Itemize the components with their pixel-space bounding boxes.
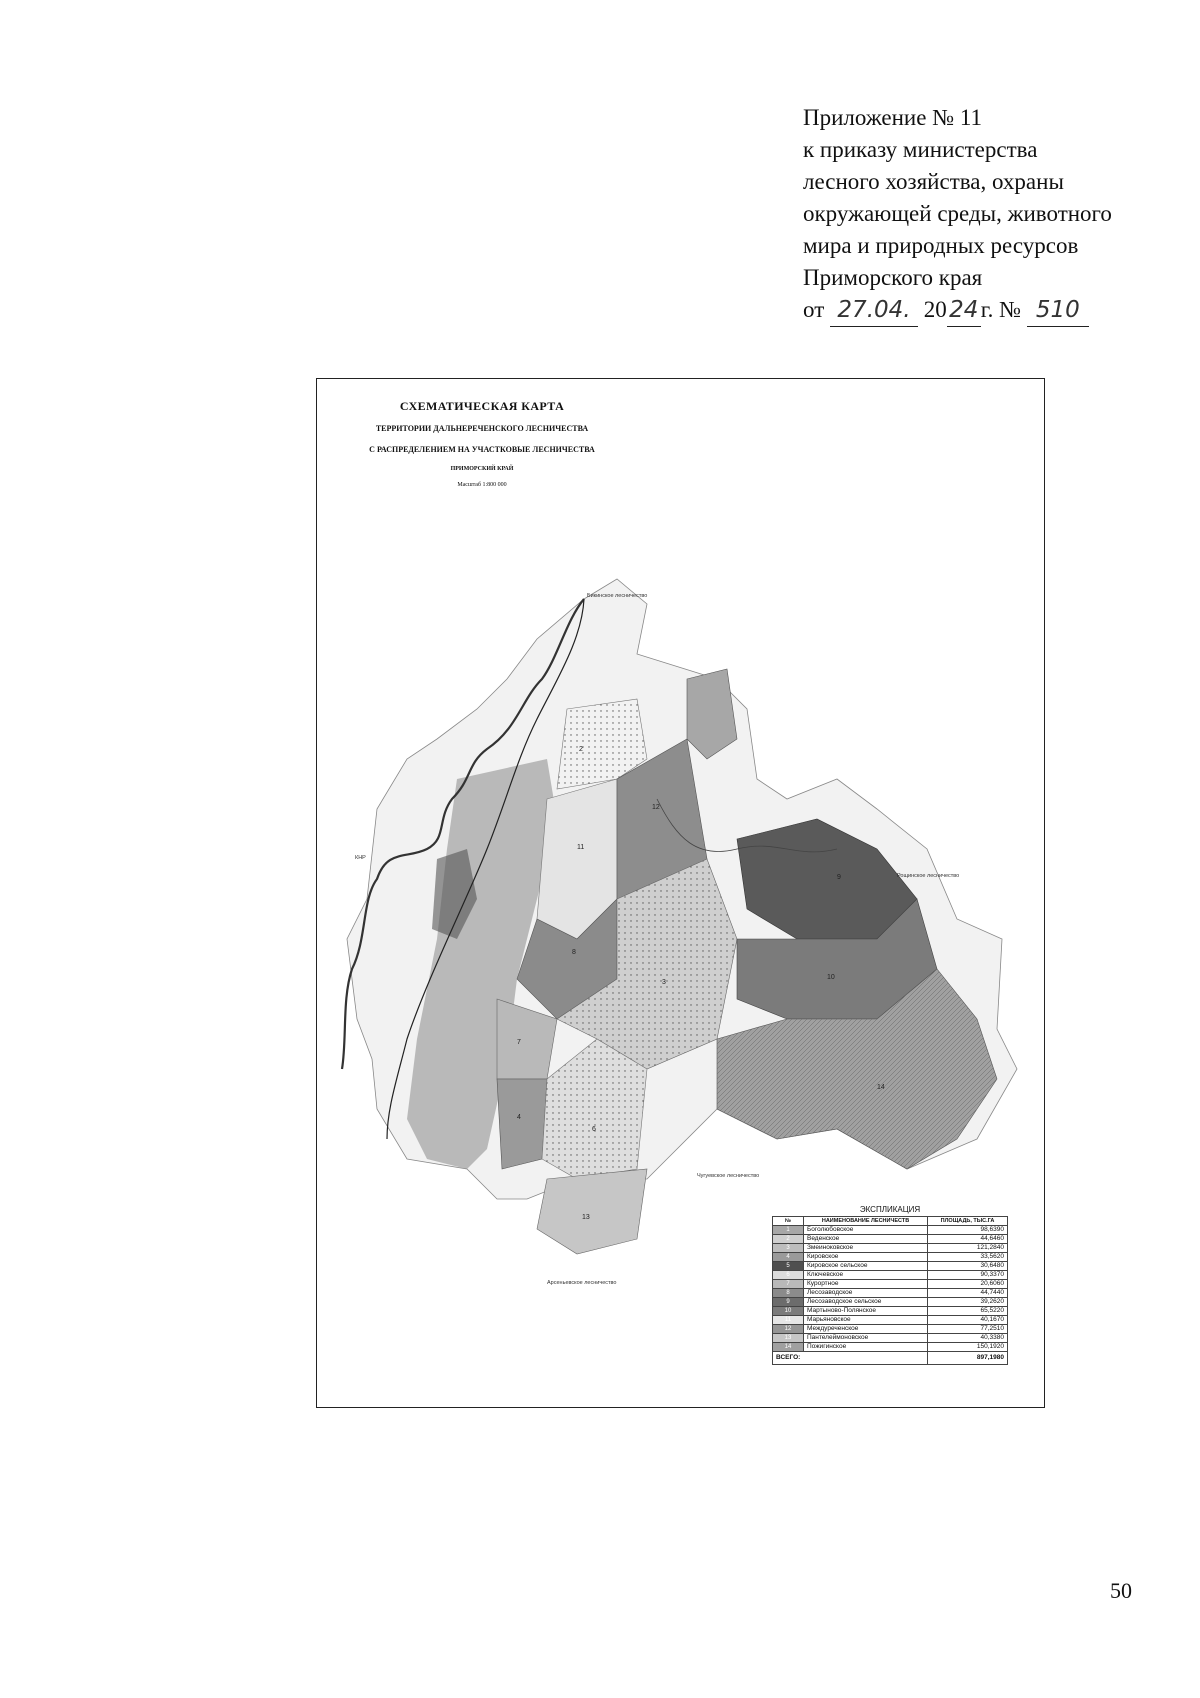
label-southwest: Арсеньевское лесничество: [547, 1280, 617, 1286]
label-china: КНР: [355, 855, 366, 861]
svg-text:6: 6: [592, 1126, 596, 1133]
legend-forestry-area: 39,2620: [928, 1298, 1008, 1307]
svg-text:11: 11: [577, 844, 585, 851]
svg-text:2: 2: [579, 746, 583, 753]
legend-swatch: 10: [773, 1307, 803, 1315]
legend-total-value: 897,1980: [928, 1352, 1008, 1365]
appendix-date-line: [803, 294, 1163, 327]
legend-swatch: 13: [773, 1334, 803, 1342]
legend-swatch: 7: [773, 1280, 803, 1288]
map-region: ПРИМОРСКИЙ КРАЙ: [450, 466, 514, 472]
map-subtitle: С РАСПРЕДЕЛЕНИЕМ НА УЧАСТКОВЫЕ ЛЕСНИЧЕСТВА: [369, 445, 595, 454]
legend-swatch: 9: [773, 1298, 803, 1306]
legend-swatch: 6: [773, 1271, 803, 1279]
legend-swatch: 3: [773, 1244, 803, 1252]
legend-swatch-cell: [773, 1280, 804, 1289]
legend-forestry-area: 44,6460: [928, 1235, 1008, 1244]
appendix-line: Приложение № 11: [803, 105, 983, 130]
legend-forestry-area: 65,5220: [928, 1307, 1008, 1316]
legend-swatch-cell: [773, 1316, 804, 1325]
legend-swatch-cell: [773, 1334, 804, 1343]
legend-swatch-cell: [773, 1244, 804, 1253]
appendix-line: к приказу министерства: [803, 137, 1038, 162]
legend-row: [773, 1262, 1008, 1271]
label-east: Рощинское лесничество: [897, 873, 960, 879]
legend-forestry-name: Кировское сельское: [804, 1262, 928, 1271]
legend-col-name: НАИМЕНОВАНИЕ ЛЕСНИЧЕСТВ: [804, 1217, 928, 1226]
legend-col-area: ПЛОЩАДЬ, ТЫС.ГА: [928, 1217, 1008, 1226]
svg-text:10: 10: [827, 974, 835, 981]
legend-swatch-cell: [773, 1253, 804, 1262]
legend-forestry-name: Пантелеймоновское: [804, 1334, 928, 1343]
legend-row: [773, 1280, 1008, 1289]
legend-swatch-cell: [773, 1325, 804, 1334]
legend-row: [773, 1244, 1008, 1253]
legend-row: [773, 1226, 1008, 1235]
handwritten-date: 27.04.: [830, 294, 918, 327]
label-south: Чугуевское лесничество: [697, 1173, 760, 1179]
legend-swatch-cell: [773, 1298, 804, 1307]
svg-text:7: 7: [517, 1039, 521, 1046]
legend-forestry-name: Лесозаводское: [804, 1289, 928, 1298]
legend-forestry-area: 77,2510: [928, 1325, 1008, 1334]
legend-swatch: 8: [773, 1289, 803, 1297]
legend-row: [773, 1307, 1008, 1316]
legend-swatch: 2: [773, 1235, 803, 1243]
legend-forestry-area: 150,1920: [928, 1343, 1008, 1352]
legend-header-row: [773, 1217, 1008, 1226]
legend-forestry-name: Кировское: [804, 1253, 928, 1262]
legend-forestry-name: Лесозаводское сельское: [804, 1298, 928, 1307]
legend-row: [773, 1316, 1008, 1325]
legend-swatch-cell: [773, 1226, 804, 1235]
legend-forestry-name: Марьяновское: [804, 1316, 928, 1325]
map-subtitle: ТЕРРИТОРИИ ДАЛЬНЕРЕЧЕНСКОГО ЛЕСНИЧЕСТВА: [375, 424, 589, 433]
appendix-block: [803, 102, 1163, 327]
legend-forestry-name: Ключевское: [804, 1271, 928, 1280]
legend-col-num: №: [773, 1217, 804, 1226]
legend-swatch-cell: [773, 1343, 804, 1352]
svg-text:3: 3: [662, 979, 666, 986]
zone-4: [497, 1079, 547, 1169]
map-scale: Масштаб 1:800 000: [457, 482, 507, 488]
legend-row: [773, 1325, 1008, 1334]
legend-swatch-cell: [773, 1262, 804, 1271]
legend-swatch: 14: [773, 1343, 803, 1351]
svg-text:13: 13: [582, 1214, 590, 1221]
legend-forestry-area: 90,3370: [928, 1271, 1008, 1280]
map-title: СХЕМАТИЧЕСКАЯ КАРТА: [399, 399, 565, 413]
legend-swatch: 4: [773, 1253, 803, 1261]
legend-forestry-area: 40,3380: [928, 1334, 1008, 1343]
legend-forestry-name: Змеиноковское: [804, 1244, 928, 1253]
legend-swatch: 1: [773, 1226, 803, 1234]
legend-swatch: 11: [773, 1316, 803, 1324]
svg-text:9: 9: [837, 874, 841, 881]
legend: [772, 1205, 1008, 1365]
legend-swatch-cell: [773, 1271, 804, 1280]
legend-forestry-area: 121,2840: [928, 1244, 1008, 1253]
zone-13: [537, 1169, 647, 1254]
legend-total-row: [773, 1352, 1008, 1365]
appendix-line: окружающей среды, животного: [803, 201, 1112, 226]
legend-forestry-area: 98,6390: [928, 1226, 1008, 1235]
label-north: Бикинское лесничество: [587, 593, 648, 599]
legend-swatch: 12: [773, 1325, 803, 1333]
legend-forestry-name: Веденское: [804, 1235, 928, 1244]
legend-title: ЭКСПЛИКАЦИЯ: [859, 1205, 921, 1214]
year-prefix: 20: [923, 297, 947, 322]
legend-swatch-cell: [773, 1289, 804, 1298]
svg-text:4: 4: [517, 1114, 521, 1121]
legend-row: [773, 1235, 1008, 1244]
legend-forestry-area: 44,7440: [928, 1289, 1008, 1298]
legend-row: [773, 1334, 1008, 1343]
svg-text:14: 14: [877, 1084, 885, 1091]
page-number: 50: [1110, 1578, 1132, 1603]
legend-row: [773, 1289, 1008, 1298]
legend-forestry-area: 30,6480: [928, 1262, 1008, 1271]
year-after: г. №: [980, 297, 1022, 322]
legend-row: [773, 1298, 1008, 1307]
legend-swatch-cell: [773, 1235, 804, 1244]
legend-total-label: ВСЕГО:: [773, 1352, 928, 1365]
handwritten-order-number: 510: [1027, 294, 1089, 327]
legend-table: [772, 1216, 1008, 1365]
legend-row: [773, 1253, 1008, 1262]
handwritten-year: 24: [947, 294, 981, 327]
svg-text:8: 8: [572, 949, 576, 956]
date-prefix: от: [803, 297, 825, 322]
map-frame: [316, 378, 1045, 1408]
legend-forestry-name: Пожигинское: [804, 1343, 928, 1352]
appendix-line: мира и природных ресурсов: [803, 233, 1079, 258]
legend-swatch: 5: [773, 1262, 803, 1270]
legend-forestry-name: Мартыново-Полянское: [804, 1307, 928, 1316]
legend-forestry-name: Курортное: [804, 1280, 928, 1289]
svg-text:12: 12: [652, 804, 660, 811]
legend-forestry-area: 20,6060: [928, 1280, 1008, 1289]
appendix-line: лесного хозяйства, охраны: [803, 169, 1064, 194]
legend-forestry-name: Боголюбовское: [804, 1226, 928, 1235]
legend-swatch-cell: [773, 1307, 804, 1316]
legend-forestry-area: 40,1670: [928, 1316, 1008, 1325]
legend-forestry-name: Междуреченское: [804, 1325, 928, 1334]
legend-forestry-area: 33,5620: [928, 1253, 1008, 1262]
legend-row: [773, 1271, 1008, 1280]
legend-row: [773, 1343, 1008, 1352]
appendix-line: Приморского края: [803, 265, 983, 290]
